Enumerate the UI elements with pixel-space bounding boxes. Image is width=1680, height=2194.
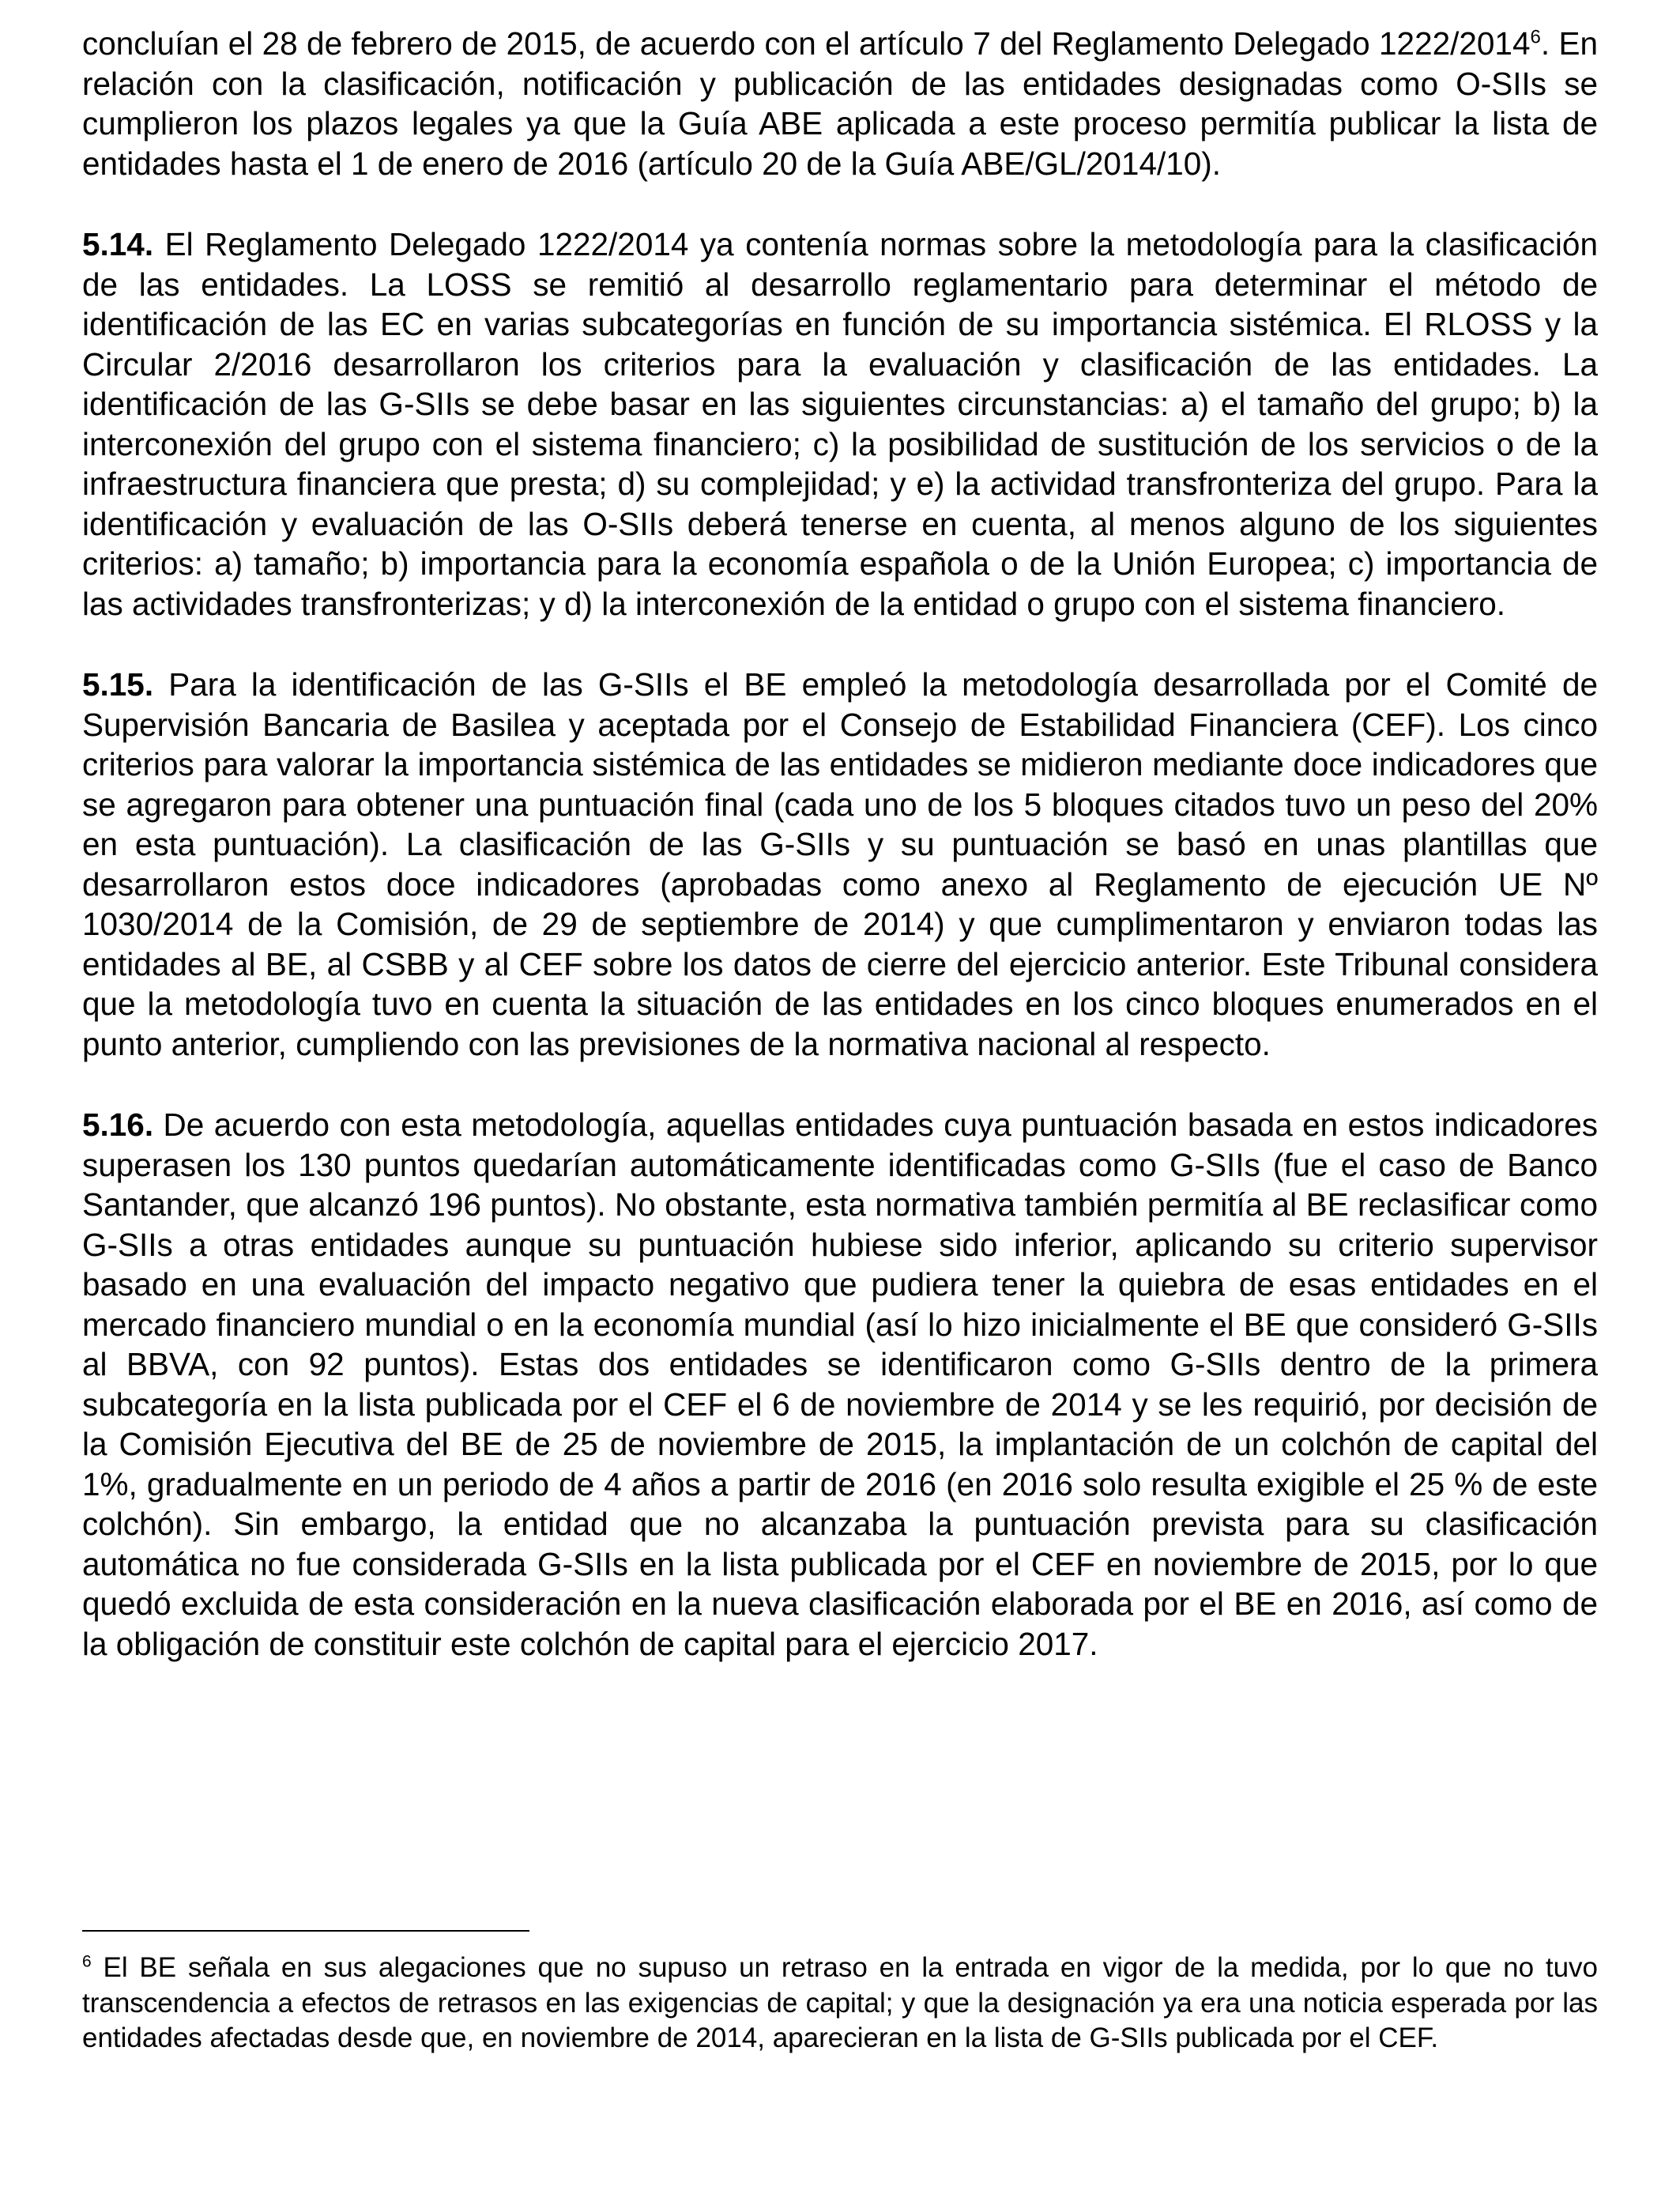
paragraph-number: 5.16. (82, 1106, 154, 1143)
paragraph-text: concluían el 28 de febrero de 2015, de acuerdo con el artículo 7 del Reglamento Delegado 1222/2014 (82, 25, 1531, 62)
paragraph-5-16 (82, 1105, 1598, 1664)
paragraph-text: . En relación con la clasificación, notificación y publicación de las entidades designadas como O-SIIs se cumplieron los plazos legales ya que la Guía ABE aplicada a este proceso permitía publicar la lista de entidades hasta el 1 de enero de 2016 (artículo 20 de la Guía ABE/GL/2014/10). (82, 25, 1598, 182)
footnote-text: El BE señala en sus alegaciones que no supuso un retraso en la entrada en vigor de la medida, por lo que no tuvo transcendencia a efectos de retrasos en las exigencias de capital; y que la designación ya era una noticia esperada por las entidades afectadas desde que, en noviembre de 2014, aparecieran en la lista de G-SIIs publicada por el CEF. (82, 1952, 1598, 2053)
paragraph-text: Para la identificación de las G-SIIs el BE empleó la metodología desarrollada por el Comité de Supervisión Bancaria de Basilea y aceptada por el Consejo de Estabilidad Financiera (CEF). Los cinco criterios para valorar la importancia sistémica de las entidades se midieron mediante doce indicadores que se agregaron para obtener una puntuación final (cada uno de los 5 bloques citados tuvo un peso del 20% en esta puntuación). La clasificación de las G-SIIs y su puntuación se basó en unas plantillas que desarrollaron estos doce indicadores (aprobadas como anexo al Reglamento de ejecución UE Nº 1030/2014 de la Comisión, de 29 de septiembre de 2014) y que cumplimentaron y enviaron todas las entidades al BE, al CSBB y al CEF sobre los datos de cierre del ejercicio anterior. Este Tribunal considera que la metodología tuvo en cuenta la situación de las entidades en los cinco bloques enumerados en el punto anterior, cumpliendo con las previsiones de la normativa nacional al respecto. (82, 666, 1598, 1062)
footnote-marker: 6 (82, 1952, 92, 1971)
paragraph-5-15 (82, 665, 1598, 1064)
paragraph-text: De acuerdo con esta metodología, aquellas entidades cuya puntuación basada en estos indicadores superasen los 130 puntos quedarían automáticamente identificadas como G-SIIs (fue el caso de Banco Santander, que alcanzó 196 puntos). No obstante, esta normativa también permitía al BE reclasificar como G-SIIs a otras entidades aunque su puntuación hubiese sido inferior, aplicando su criterio supervisor basado en una evaluación del impacto negativo que pudiera tener la quiebra de esas entidades en el mercado financiero mundial o en la economía mundial (así lo hizo inicialmente el BE que consideró G-SIIs al BBVA, con 92 puntos). Estas dos entidades se identificaron como G-SIIs dentro de la primera subcategoría en la lista publicada por el CEF el 6 de noviembre de 2014 y se les requirió, por decisión de la Comisión Ejecutiva del BE de 25 de noviembre de 2015, la implantación de un colchón de capital del 1%, gradualmente en un periodo de 4 años a partir de 2016 (en 2016 solo resulta exigible el 25 % de este colchón). Sin embargo, la entidad que no alcanzaba la puntuación prevista para su clasificación automática no fue considerada G-SIIs en la lista publicada por el CEF en noviembre de 2015, por lo que quedó excluida de esta consideración en la nueva clasificación elaborada por el BE en 2016, así como de la obligación de constituir este colchón de capital para el ejercicio 2017. (82, 1106, 1598, 1662)
paragraph-number: 5.15. (82, 666, 154, 703)
paragraph-text: El Reglamento Delegado 1222/2014 ya contenía normas sobre la metodología para la clasificación de las entidades. La LOSS se remitió al desarrollo reglamentario para determinar el método de identificación de las EC en varias subcategorías en función de su importancia sistémica. El RLOSS y la Circular 2/2016 desarrollaron los criterios para la evaluación y clasificación de las entidades. La identificación de las G-SIIs se debe basar en las siguientes circunstancias: a) el tamaño del grupo; b) la interconexión del grupo con el sistema financiero; c) la posibilidad de sustitución de los servicios o de la infraestructura financiera que presta; d) su complejidad; y e) la actividad transfronteriza del grupo. Para la identificación y evaluación de las O-SIIs deberá tenerse en cuenta, al menos alguno de los siguientes criterios: a) tamaño; b) importancia para la economía española o de la Unión Europea; c) importancia de las actividades transfronterizas; y d) la interconexión de la entidad o grupo con el sistema financiero. (82, 226, 1598, 622)
document-body (82, 24, 1598, 1705)
footnote-reference[interactable]: 6 (1530, 26, 1541, 48)
paragraph-continuation (82, 24, 1598, 183)
paragraph-number: 5.14. (82, 226, 154, 262)
footnote-separator (82, 1930, 529, 1932)
paragraph-5-14 (82, 224, 1598, 624)
footnote (82, 1951, 1598, 2056)
